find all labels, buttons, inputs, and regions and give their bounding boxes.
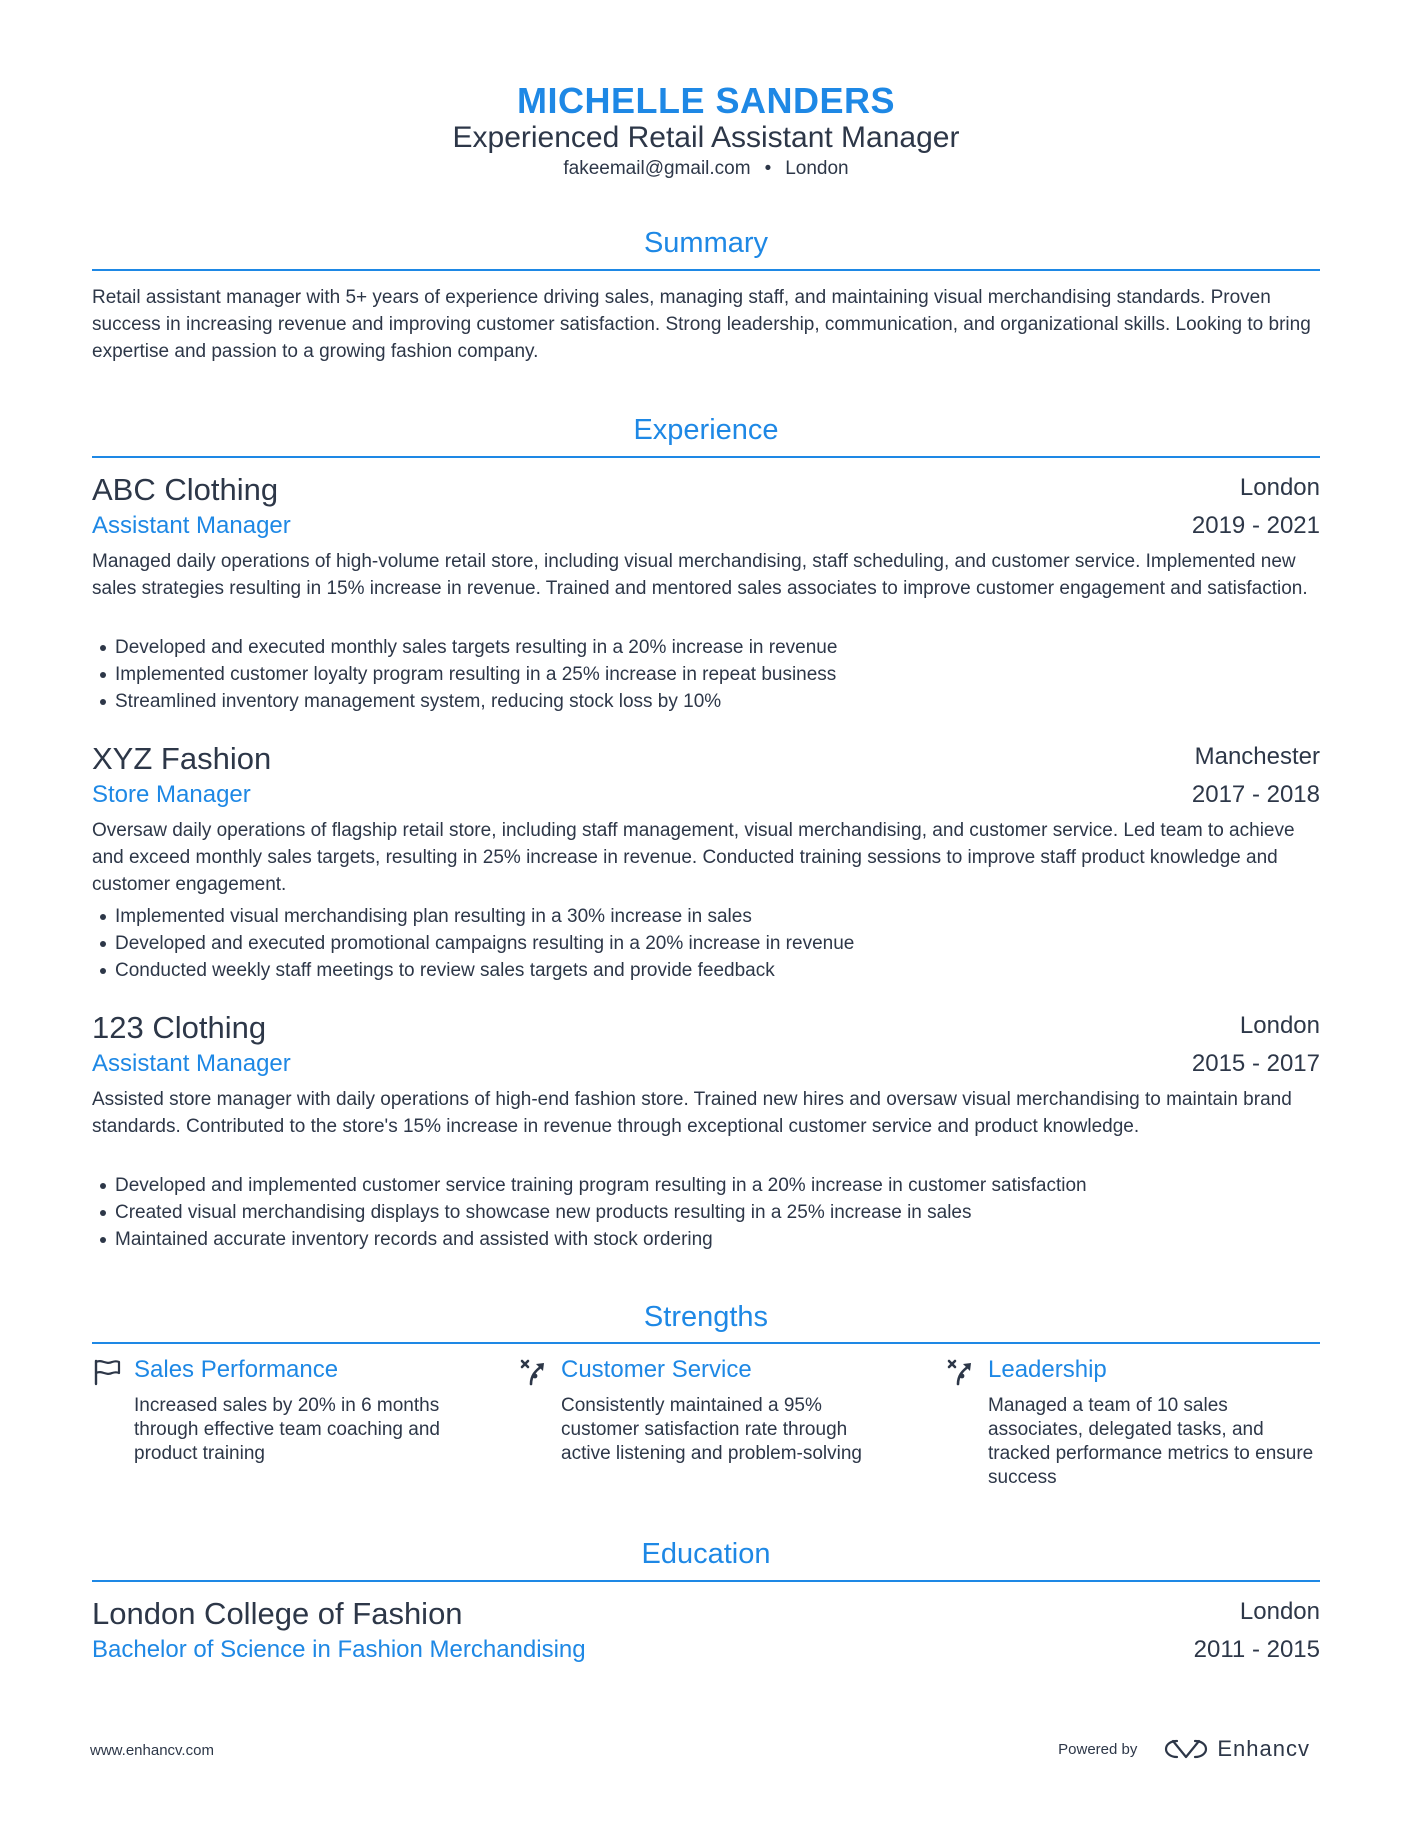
section-divider (92, 456, 1320, 458)
company-name: ABC Clothing (92, 472, 279, 507)
section-divider (92, 1580, 1320, 1582)
list-item: Developed and executed monthly sales targets resulting in a 20% increase in revenue (92, 634, 1320, 661)
list-item: Implemented visual merchandising plan resulting in a 30% increase in sales (92, 903, 1320, 930)
job-achievements (92, 1172, 1320, 1253)
candidate-headline: Experienced Retail Assistant Manager (452, 121, 960, 154)
strength-title: Sales Performance (134, 1356, 339, 1383)
brand-name: Enhancv (1217, 1736, 1310, 1761)
flag-icon (92, 1358, 122, 1386)
job-location: London (1239, 1012, 1320, 1039)
job-title: Assistant Manager (92, 512, 291, 539)
strength-description: Managed a team of 10 sales associates, delegated tasks, and tracked performance metrics to ensure success (988, 1395, 1314, 1488)
strength-description: Consistently maintained a 95% customer satisfaction rate through active listening and problem-solving (561, 1395, 862, 1464)
list-item: Streamlined inventory management system, reducing stock loss by 10% (92, 688, 1320, 715)
job-dates: 2017 - 2018 (1191, 781, 1320, 808)
list-item: Developed and executed promotional campaigns resulting in a 20% increase in revenue (92, 930, 1320, 957)
list-item: Conducted weekly staff meetings to review sales targets and provide feedback (92, 957, 1320, 984)
footer-branding[interactable] (1058, 1734, 1310, 1764)
job-description: Oversaw daily operations of flagship retail store, including staff management, visual merchandising, and customer service. Led team to achieve and exceed monthly sales targets, resulting in 25% increase in revenue. Conducted training sessions to improve staff product knowledge and customer engagement. (92, 820, 1295, 895)
job-dates: 2015 - 2017 (1191, 1050, 1320, 1077)
separator-dot: • (764, 158, 772, 179)
job-description: Assisted store manager with daily operations of high-end fashion store. Trained new hires and oversaw visual merchandising to maintain brand standards. Contributed to the store's 15% increase in revenue through exceptional customer service and product knowledge. (92, 1089, 1292, 1137)
candidate-name: MICHELLE SANDERS (516, 80, 896, 121)
job-location: Manchester (1194, 743, 1320, 770)
strength-title: Leadership (988, 1356, 1107, 1383)
company-name: XYZ Fashion (92, 741, 272, 776)
job-achievements (92, 634, 1320, 715)
job-dates: 2019 - 2021 (1191, 512, 1320, 539)
contact-line (92, 158, 1320, 180)
strategy-icon (519, 1358, 549, 1386)
list-item: Maintained accurate inventory records and assisted with stock ordering (92, 1226, 1320, 1253)
section-divider (92, 1342, 1320, 1344)
school-name: London College of Fashion (92, 1596, 463, 1631)
job-achievements (92, 903, 1320, 984)
summary-text: Retail assistant manager with 5+ years of experience driving sales, managing staff, and maintaining visual merchandising standards. Proven success in increasing revenue and improving customer satisfaction. Strong leadership, communication, and organizational skills. Looking to bring expertise and passion to a growing fashion company. (92, 287, 1311, 362)
section-divider (92, 269, 1320, 271)
powered-by-label: Powered by (1058, 1740, 1138, 1758)
school-location: London (1239, 1598, 1320, 1625)
section-title-strengths: Strengths (643, 1301, 769, 1333)
list-item: Created visual merchandising displays to showcase new products resulting in a 25% increase in sales (92, 1199, 1320, 1226)
contact-location: London (785, 158, 849, 179)
enhancv-logo-icon (1163, 1736, 1209, 1762)
job-description: Managed daily operations of high-volume retail store, including visual merchandising, staff scheduling, and customer service. Implemented new sales strategies resulting in 15% increase in revenue. Trained and mentored sales associates to improve customer engagement and satisfaction. (92, 551, 1308, 599)
strength-title: Customer Service (561, 1356, 752, 1383)
degree-title: Bachelor of Science in Fashion Merchandising (92, 1636, 586, 1663)
section-title-experience: Experience (633, 414, 779, 446)
job-location: London (1239, 474, 1320, 501)
strength-description: Increased sales by 20% in 6 months through effective team coaching and product training (134, 1395, 440, 1464)
list-item: Developed and implemented customer service training program resulting in a 20% increase in customer satisfaction (92, 1172, 1320, 1199)
education-dates: 2011 - 2015 (1193, 1636, 1320, 1663)
strategy-icon (946, 1358, 976, 1386)
company-name: 123 Clothing (92, 1010, 267, 1045)
job-title: Assistant Manager (92, 1050, 291, 1077)
contact-email[interactable]: fakeemail@gmail.com (563, 158, 751, 179)
footer-website[interactable]: www.enhancv.com (90, 1742, 214, 1759)
list-item: Implemented customer loyalty program resulting in a 25% increase in repeat business (92, 661, 1320, 688)
section-title-summary: Summary (643, 227, 769, 259)
section-title-education: Education (641, 1538, 771, 1570)
job-title: Store Manager (92, 781, 251, 808)
